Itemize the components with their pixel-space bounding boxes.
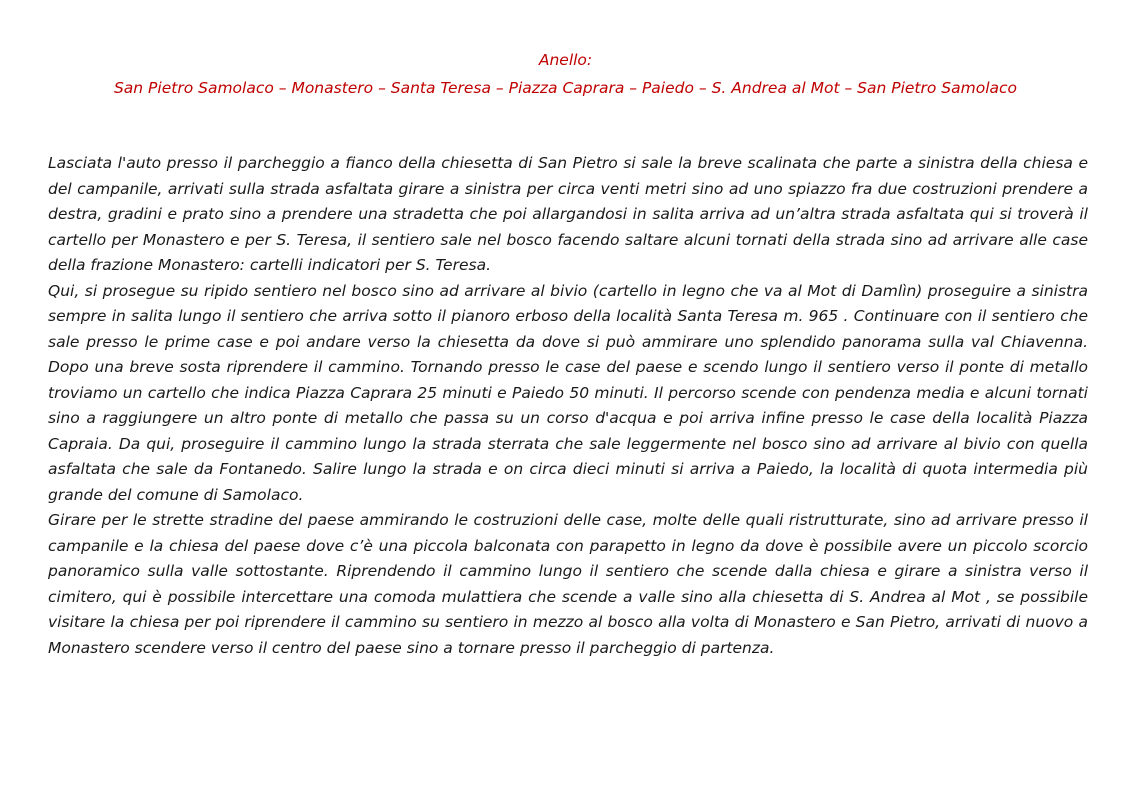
paragraph-return-route: Girare per le strette stradine del paese ammirando le costruzioni delle case, molte delle quali ristrutturate, sino ad arrivare presso il campanile e la chiesa del paese dove c’è una piccola balconata con parapetto in legno da dove è possibile avere un piccolo scorcio panoramico sulla valle sottostante. Riprendendo il cammino lungo il sentiero che scende dalla chiesa e girare a sinistra verso il cimitero, qui è possibile intercettare una comoda mulattiera che scende a valle sino alla chiesetta di S. Andrea al Mot , se possibile visitare la chiesa per poi riprendere il cammino su sentiero in mezzo al bosco alla volta di Monastero e San Pietro, arrivati di nuovo a Monastero scendere verso il centro del paese sino a tornare presso il parcheggio di partenza. <box>48 511 1088 657</box>
document-body <box>48 151 1088 661</box>
paragraph-start-route: Lasciata l'auto presso il parcheggio a fianco della chiesetta di San Pietro si sale la breve scalinata che parte a sinistra della chiesa e del campanile, arrivati sulla strada asfaltata girare a sinistra per circa venti metri sino ad uno spiazzo fra due costruzioni prendere a destra, gradini e prato sino a prendere una stradetta che poi allargandosi in salita arriva ad un’altra strada asfaltata qui si troverà il cartello per Monastero e per S. Teresa, il sentiero sale nel bosco facendo saltare alcuni tornati della strada sino ad arrivare alle case della frazione Monastero: cartelli indicatori per S. Teresa. <box>48 154 1088 274</box>
document-title: Anello: <box>538 51 593 69</box>
route-heading: San Pietro Samolaco – Monastero – Santa Teresa – Piazza Caprara – Paiedo – S. Andrea al Mot – San Pietro Samolaco <box>113 79 1018 97</box>
paragraph-santa-teresa-paiedo: Qui, si prosegue su ripido sentiero nel bosco sino ad arrivare al bivio (cartello in legno che va al Mot di Damlìn) proseguire a sinistra sempre in salita lungo il sentiero che arriva sotto il pianoro erboso della località Santa Teresa m. 965 . Continuare con il sentiero che sale presso le prime case e poi andare verso la chiesetta da dove si può ammirare uno splendido panorama sulla val Chiavenna. Dopo una breve sosta riprendere il cammino. Tornando presso le case del paese e scendo lungo il sentiero verso il ponte di metallo troviamo un cartello che indica Piazza Caprara 25 minuti e Paiedo 50 minuti. Il percorso scende con pendenza media e alcuni tornati sino a raggiungere un altro ponte di metallo che passa su un corso d'acqua e poi arriva infine presso le case della località Piazza Capraia. Da qui, proseguire il cammino lungo la strada sterrata che sale leggermente nel bosco sino ad arrivare al bivio con quella asfaltata che sale da Fontanedo. Salire lungo la strada e on circa dieci minuti si arriva a Paiedo, la località di quota intermedia più grande del comune di Samolaco. <box>48 281 1088 504</box>
